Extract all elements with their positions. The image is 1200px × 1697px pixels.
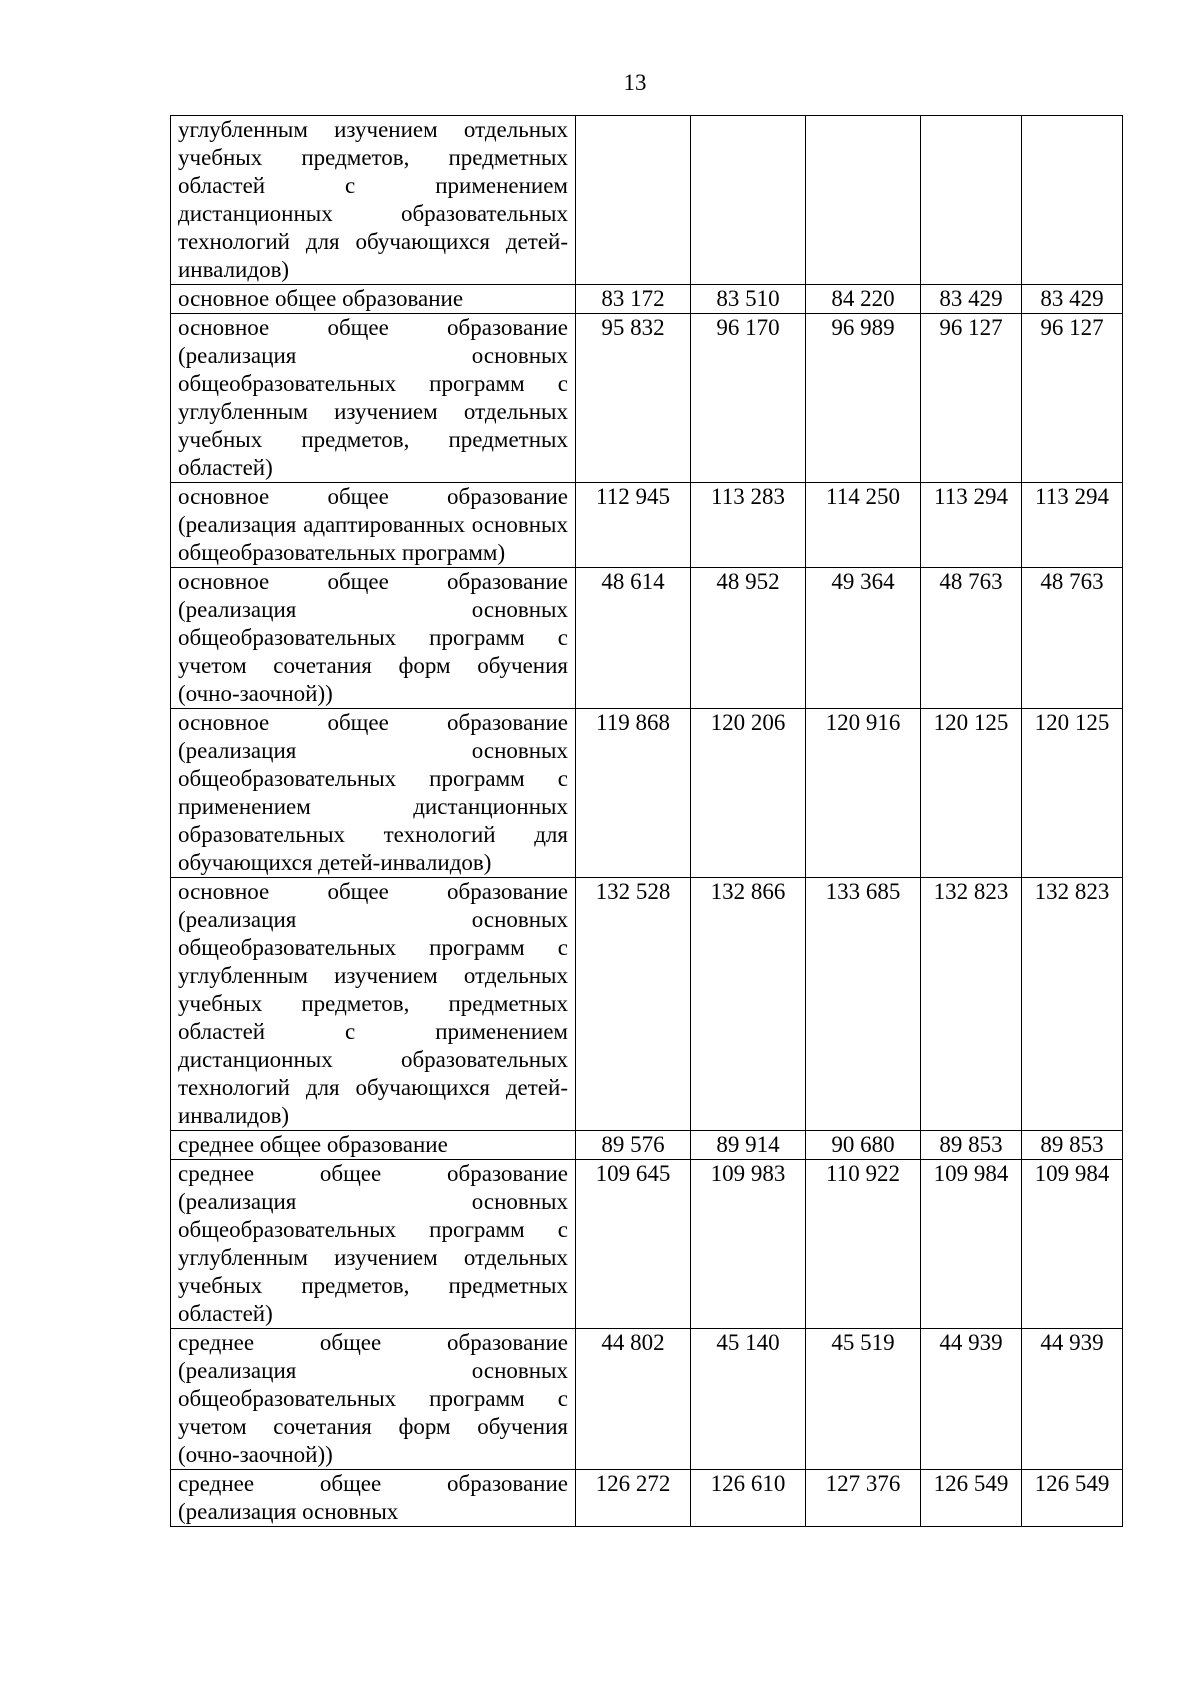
value-cell-col-5: 120 125 — [1022, 709, 1123, 878]
value-cell-col-2: 45 140 — [691, 1329, 806, 1470]
value-cell-col-4: 44 939 — [921, 1329, 1022, 1470]
value-cell-col-5: 89 853 — [1022, 1131, 1123, 1160]
value-cell-col-4: 83 429 — [921, 285, 1022, 314]
table-row — [171, 1131, 1123, 1160]
table-row — [171, 709, 1123, 878]
value-cell-col-5: 109 984 — [1022, 1160, 1123, 1329]
value-cell-col-2: 109 983 — [691, 1160, 806, 1329]
row-description: основное общее образование (реализация основных общеобразовательных программ с учетом сочетания форм обучения (очно-заочной)) — [171, 568, 576, 709]
funding-table — [170, 115, 1123, 1527]
value-cell-col-1 — [576, 116, 691, 285]
value-cell-col-1: 48 614 — [576, 568, 691, 709]
value-cell-col-2: 83 510 — [691, 285, 806, 314]
value-cell-col-3: 84 220 — [806, 285, 921, 314]
value-cell-col-2: 48 952 — [691, 568, 806, 709]
value-cell-col-4: 109 984 — [921, 1160, 1022, 1329]
value-cell-col-5: 113 294 — [1022, 483, 1123, 568]
value-cell-col-3: 133 685 — [806, 878, 921, 1131]
value-cell-col-4: 126 549 — [921, 1470, 1022, 1527]
table-row — [171, 116, 1123, 285]
table-row — [171, 568, 1123, 709]
page-number: 13 — [623, 70, 647, 95]
value-cell-col-3: 90 680 — [806, 1131, 921, 1160]
table-row — [171, 1470, 1123, 1527]
value-cell-col-3: 114 250 — [806, 483, 921, 568]
value-cell-col-3: 49 364 — [806, 568, 921, 709]
value-cell-col-1: 83 172 — [576, 285, 691, 314]
value-cell-col-1: 109 645 — [576, 1160, 691, 1329]
value-cell-col-2: 96 170 — [691, 314, 806, 483]
value-cell-col-5: 44 939 — [1022, 1329, 1123, 1470]
value-cell-col-5: 48 763 — [1022, 568, 1123, 709]
value-cell-col-4: 132 823 — [921, 878, 1022, 1131]
row-description: основное общее образование (реализация основных общеобразовательных программ с применением дистанционных образовательных технологий для обучающихся детей-инвалидов) — [171, 709, 576, 878]
value-cell-col-5: 83 429 — [1022, 285, 1123, 314]
value-cell-col-5: 126 549 — [1022, 1470, 1123, 1527]
value-cell-col-5 — [1022, 116, 1123, 285]
table-body — [171, 116, 1123, 1527]
value-cell-col-1: 119 868 — [576, 709, 691, 878]
table-row — [171, 314, 1123, 483]
value-cell-col-4: 89 853 — [921, 1131, 1022, 1160]
value-cell-col-4: 48 763 — [921, 568, 1022, 709]
value-cell-col-2: 132 866 — [691, 878, 806, 1131]
value-cell-col-3: 96 989 — [806, 314, 921, 483]
value-cell-col-3: 45 519 — [806, 1329, 921, 1470]
row-description: среднее общее образование — [171, 1131, 576, 1160]
row-description: основное общее образование (реализация основных общеобразовательных программ с углубленным изучением отдельных учебных предметов, предметных областей) — [171, 314, 576, 483]
value-cell-col-3: 120 916 — [806, 709, 921, 878]
value-cell-col-1: 89 576 — [576, 1131, 691, 1160]
table-row — [171, 483, 1123, 568]
value-cell-col-5: 96 127 — [1022, 314, 1123, 483]
value-cell-col-3 — [806, 116, 921, 285]
row-description: углубленным изучением отдельных учебных предметов, предметных областей с применением дистанционных образовательных технологий для обучающихся детей-инвалидов) — [171, 116, 576, 285]
value-cell-col-4: 113 294 — [921, 483, 1022, 568]
table-row — [171, 285, 1123, 314]
value-cell-col-1: 132 528 — [576, 878, 691, 1131]
table-row — [171, 1329, 1123, 1470]
value-cell-col-2: 89 914 — [691, 1131, 806, 1160]
row-description: основное общее образование (реализация адаптированных основных общеобразовательных программ) — [171, 483, 576, 568]
row-description: основное общее образование — [171, 285, 576, 314]
value-cell-col-3: 110 922 — [806, 1160, 921, 1329]
row-description: среднее общее образование (реализация основных общеобразовательных программ с учетом сочетания форм обучения (очно-заочной)) — [171, 1329, 576, 1470]
value-cell-col-2: 120 206 — [691, 709, 806, 878]
value-cell-col-4: 96 127 — [921, 314, 1022, 483]
value-cell-col-3: 127 376 — [806, 1470, 921, 1527]
value-cell-col-1: 95 832 — [576, 314, 691, 483]
table-row — [171, 878, 1123, 1131]
value-cell-col-4 — [921, 116, 1022, 285]
row-description: среднее общее образование (реализация основных общеобразовательных программ с углубленным изучением отдельных учебных предметов, предметных областей) — [171, 1160, 576, 1329]
value-cell-col-1: 112 945 — [576, 483, 691, 568]
value-cell-col-1: 126 272 — [576, 1470, 691, 1527]
value-cell-col-2 — [691, 116, 806, 285]
value-cell-col-5: 132 823 — [1022, 878, 1123, 1131]
value-cell-col-2: 113 283 — [691, 483, 806, 568]
row-description: среднее общее образование (реализация основных — [171, 1470, 576, 1527]
row-description: основное общее образование (реализация основных общеобразовательных программ с углубленным изучением отдельных учебных предметов, предметных областей с применением дистанционных образовательных технологий для обучающихся детей-инвалидов) — [171, 878, 576, 1131]
value-cell-col-2: 126 610 — [691, 1470, 806, 1527]
value-cell-col-4: 120 125 — [921, 709, 1022, 878]
value-cell-col-1: 44 802 — [576, 1329, 691, 1470]
table-row — [171, 1160, 1123, 1329]
